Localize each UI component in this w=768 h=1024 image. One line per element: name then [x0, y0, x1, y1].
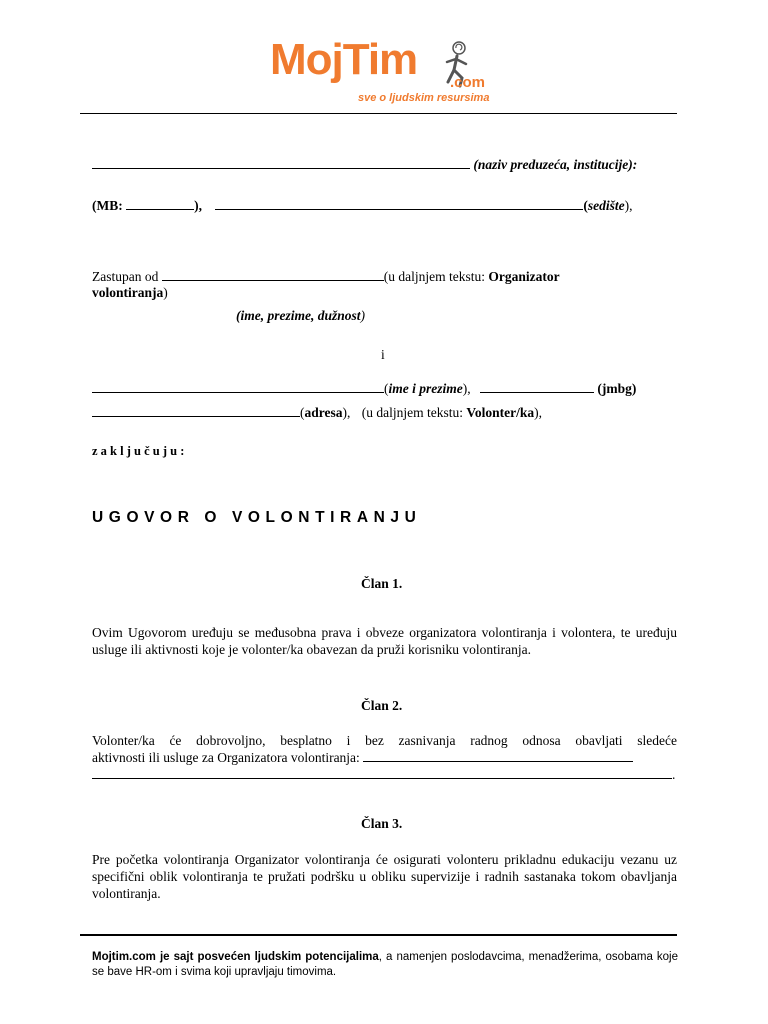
- article-2-row-2: [92, 749, 633, 766]
- footer-text: [92, 950, 678, 980]
- mb-blank[interactable]: [126, 197, 194, 210]
- person-fields-row: (ime, prezime, dužnost): [236, 308, 366, 323]
- mb-close: ),: [194, 198, 202, 213]
- footer-rest: , a namenjen poslodavcima, menadžerima, osobama koje se bave HR-om i svima koji upravljaju timovima.: [92, 951, 678, 978]
- mb-seat-row: (MB: ), (sedište),: [92, 198, 633, 213]
- article-2-row-3: .: [92, 766, 675, 783]
- article-3-heading: Član 3.: [361, 816, 403, 831]
- mojtim-logo[interactable]: [270, 35, 510, 108]
- activities-blank-1[interactable]: [363, 749, 633, 762]
- logo-tagline: sve o ljudskim resursima: [358, 92, 490, 104]
- article-3-text: Pre početka volontiranja Organizator volontiranja će osigurati volonteru prikladnu edukaciju vezanu uz specifični oblik volontiranja te pružati podršku u obliku supervizije i radnih sastanaka tokom obavljanja volontiranja.: [92, 852, 677, 901]
- organizer-role: Organizator: [488, 269, 560, 284]
- volunteer-name-row: (ime i prezime), (jmbg): [92, 380, 636, 397]
- header-divider: [80, 113, 677, 114]
- address-blank[interactable]: [92, 404, 300, 417]
- article-2-text-line1: Volonter/ka će dobrovoljno, besplatno i bez zasnivanja radnog odnosa obavljati sledeće: [92, 733, 677, 748]
- represented-row: [92, 268, 560, 285]
- article-2-text-line2: aktivnosti ili usluge za Organizatora volontiranja:: [92, 750, 360, 765]
- person-fields-label: (ime, prezime, dužnost: [236, 308, 361, 323]
- volunteer-name-label: ime i prezime: [388, 381, 463, 396]
- footer-bold: Mojtim.com je sajt posvećen ljudskim potencijalima: [92, 951, 379, 963]
- conjunction: i: [381, 347, 385, 362]
- company-name-label: (naziv preduzeća, institucije):: [473, 157, 638, 172]
- seat-label: sedište: [587, 198, 625, 213]
- mb-label: (MB:: [92, 198, 123, 213]
- hereinafter-prefix: (u daljnjem tekstu:: [383, 269, 485, 284]
- volunteer-role: Volonter/ka: [466, 405, 535, 420]
- contract-title: UGOVOR O VOLONTIRANJU: [92, 509, 422, 526]
- volunteer-hereinafter: (u daljnjem tekstu:: [361, 405, 463, 420]
- company-name-row: [92, 156, 637, 173]
- jmbg-blank[interactable]: [480, 380, 594, 393]
- represented-by-label: Zastupan od: [92, 269, 159, 284]
- activities-blank-2[interactable]: [92, 766, 672, 779]
- article-1-heading: Član 1.: [361, 576, 403, 591]
- logo-wordmark: MojTim: [270, 35, 418, 84]
- volunteer-name-blank[interactable]: [92, 380, 384, 393]
- article-2-heading: Član 2.: [361, 698, 403, 713]
- conclude-label: z a k l j u č u j u :: [92, 444, 185, 458]
- jmbg-label: jmbg: [601, 381, 632, 396]
- logo-domain: .com: [450, 74, 486, 91]
- organizer-role-2: volontiranja: [92, 285, 164, 300]
- company-name-blank[interactable]: [92, 156, 470, 169]
- represented-row-2: volontiranja): [92, 285, 168, 300]
- article-1-text: Ovim Ugovorom uređuju se međusobna prava i obveze organizatora volontiranja i volontera, te uređuju usluge ili aktivnosti koje je volonter/ka obavezan da pruži korisniku volontiranja.: [92, 625, 677, 657]
- footer-divider: [80, 934, 677, 936]
- address-label: adresa: [304, 405, 343, 420]
- address-row: (adresa), (u daljnjem tekstu: Volonter/ka),: [92, 404, 542, 421]
- representative-blank[interactable]: [162, 268, 384, 281]
- seat-blank[interactable]: [215, 197, 583, 210]
